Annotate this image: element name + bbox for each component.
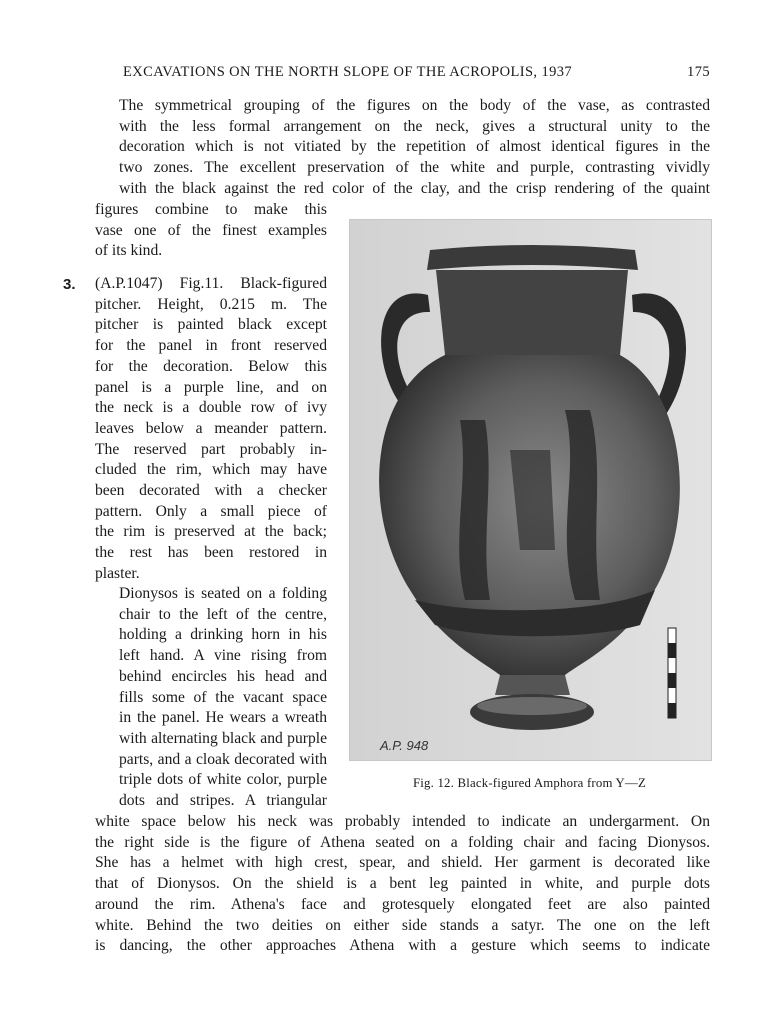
text-line: chair to the left of the centre,: [119, 605, 327, 623]
intro-paragraph: [95, 96, 710, 200]
figure-label: Fig. 12.: [412, 776, 455, 790]
text-line: behind encircles his head and: [119, 667, 327, 685]
text-line: The reserved part probably in-: [95, 440, 327, 458]
text-line: decoration which is not vitiated by the repetition of almost identical figures in the: [119, 138, 710, 156]
text-line: white space below his neck was probably intended to indicate an undergarment. On: [95, 813, 710, 830]
text-line: white. Behind the two deities on either side stands a satyr. The one on the left: [95, 916, 710, 934]
dionysos-paragraph-continued: [95, 812, 710, 957]
amphora-illustration: [350, 220, 711, 760]
text-line: two zones. The excellent preservation of the white and purple, contrasting vividly: [119, 159, 710, 177]
text-line: holding a drinking horn in his: [119, 626, 327, 644]
text-line: Dionysos is seated on a folding: [119, 585, 327, 602]
text-line: left hand. A vine rising from: [119, 647, 327, 665]
text-line: vase one of the finest examples: [95, 221, 327, 239]
left-figure: [459, 420, 490, 600]
neck: [436, 270, 628, 355]
text-line: that of Dionysos. On the shield is a bent leg painted in white, and purple dots: [95, 875, 710, 893]
text-line: is dancing, the other approaches Athena with a gesture which seems to indicate: [95, 937, 710, 955]
text-line: with the less formal arrangement on the neck, gives a structural unity to the: [119, 117, 710, 135]
figure-caption-text: Black-figured Amphora from Y—Z: [457, 776, 647, 790]
text-line: with the black against the red color of the clay, and the crisp rendering of the quaint: [119, 179, 710, 197]
text-line: been decorated with a checker: [95, 482, 327, 500]
figure-caption: [349, 776, 710, 791]
stem: [495, 675, 570, 695]
text-line: the rim is preserved at the back;: [95, 523, 327, 541]
right-figure: [565, 410, 600, 600]
text-line: for the decoration. Below this: [95, 357, 327, 375]
running-header: [95, 60, 710, 84]
text-line: in the panel. He wears a wreath: [119, 709, 327, 727]
amphora-photograph: [349, 219, 712, 761]
item-number: 3.: [63, 276, 76, 293]
text-line: with alternating black and purple: [119, 729, 327, 747]
text-line: of its kind.: [95, 242, 163, 260]
text-line: pitcher is painted black except: [95, 316, 327, 334]
running-title: EXCAVATIONS ON THE NORTH SLOPE OF THE ACROPOLIS, 1937: [123, 64, 573, 80]
text-line: pitcher. Height, 0.215 m. The: [95, 295, 327, 313]
page-number: 175: [687, 64, 710, 80]
text-line: pattern. Only a small piece of: [95, 502, 327, 520]
text-line: parts, and a cloak decorated with: [119, 750, 327, 768]
intro-paragraph-continued: [95, 200, 327, 262]
text-line: fills some of the vacant space: [119, 688, 327, 706]
text-line: the right side is the figure of Athena seated on a folding chair and facing Dionysos.: [95, 833, 710, 851]
text-line: plaster.: [95, 564, 140, 582]
text-line: She has a helmet with high crest, spear, and shield. Her garment is decorated like: [95, 854, 710, 872]
text-line: figures combine to make this: [95, 201, 327, 218]
dionysos-paragraph: [95, 584, 327, 812]
text-line: the rest has been restored in: [95, 544, 327, 562]
text-line: the neck is a double row of ivy: [95, 399, 327, 417]
text-line: dots and stripes. A triangular: [119, 792, 327, 810]
photo-label: A.P. 948: [380, 738, 429, 753]
text-line: (A.P.1047) Fig.11. Black-figured: [95, 275, 327, 292]
text-line: cluded the rim, which may have: [95, 461, 327, 479]
text-line: panel is a purple line, and on: [95, 378, 327, 396]
text-line: around the rim. Athena's face and grotesquely elongated feet are also painted: [95, 895, 710, 913]
text-line: for the panel in front reserved: [95, 337, 327, 355]
foot-top: [477, 697, 587, 715]
text-line: leaves below a meander pattern.: [95, 419, 327, 437]
text-line: The symmetrical grouping of the figures on the body of the vase, as contrasted: [119, 97, 710, 114]
text-line: triple dots of white color, purple: [119, 771, 327, 789]
item-description-paragraph: [95, 274, 327, 585]
